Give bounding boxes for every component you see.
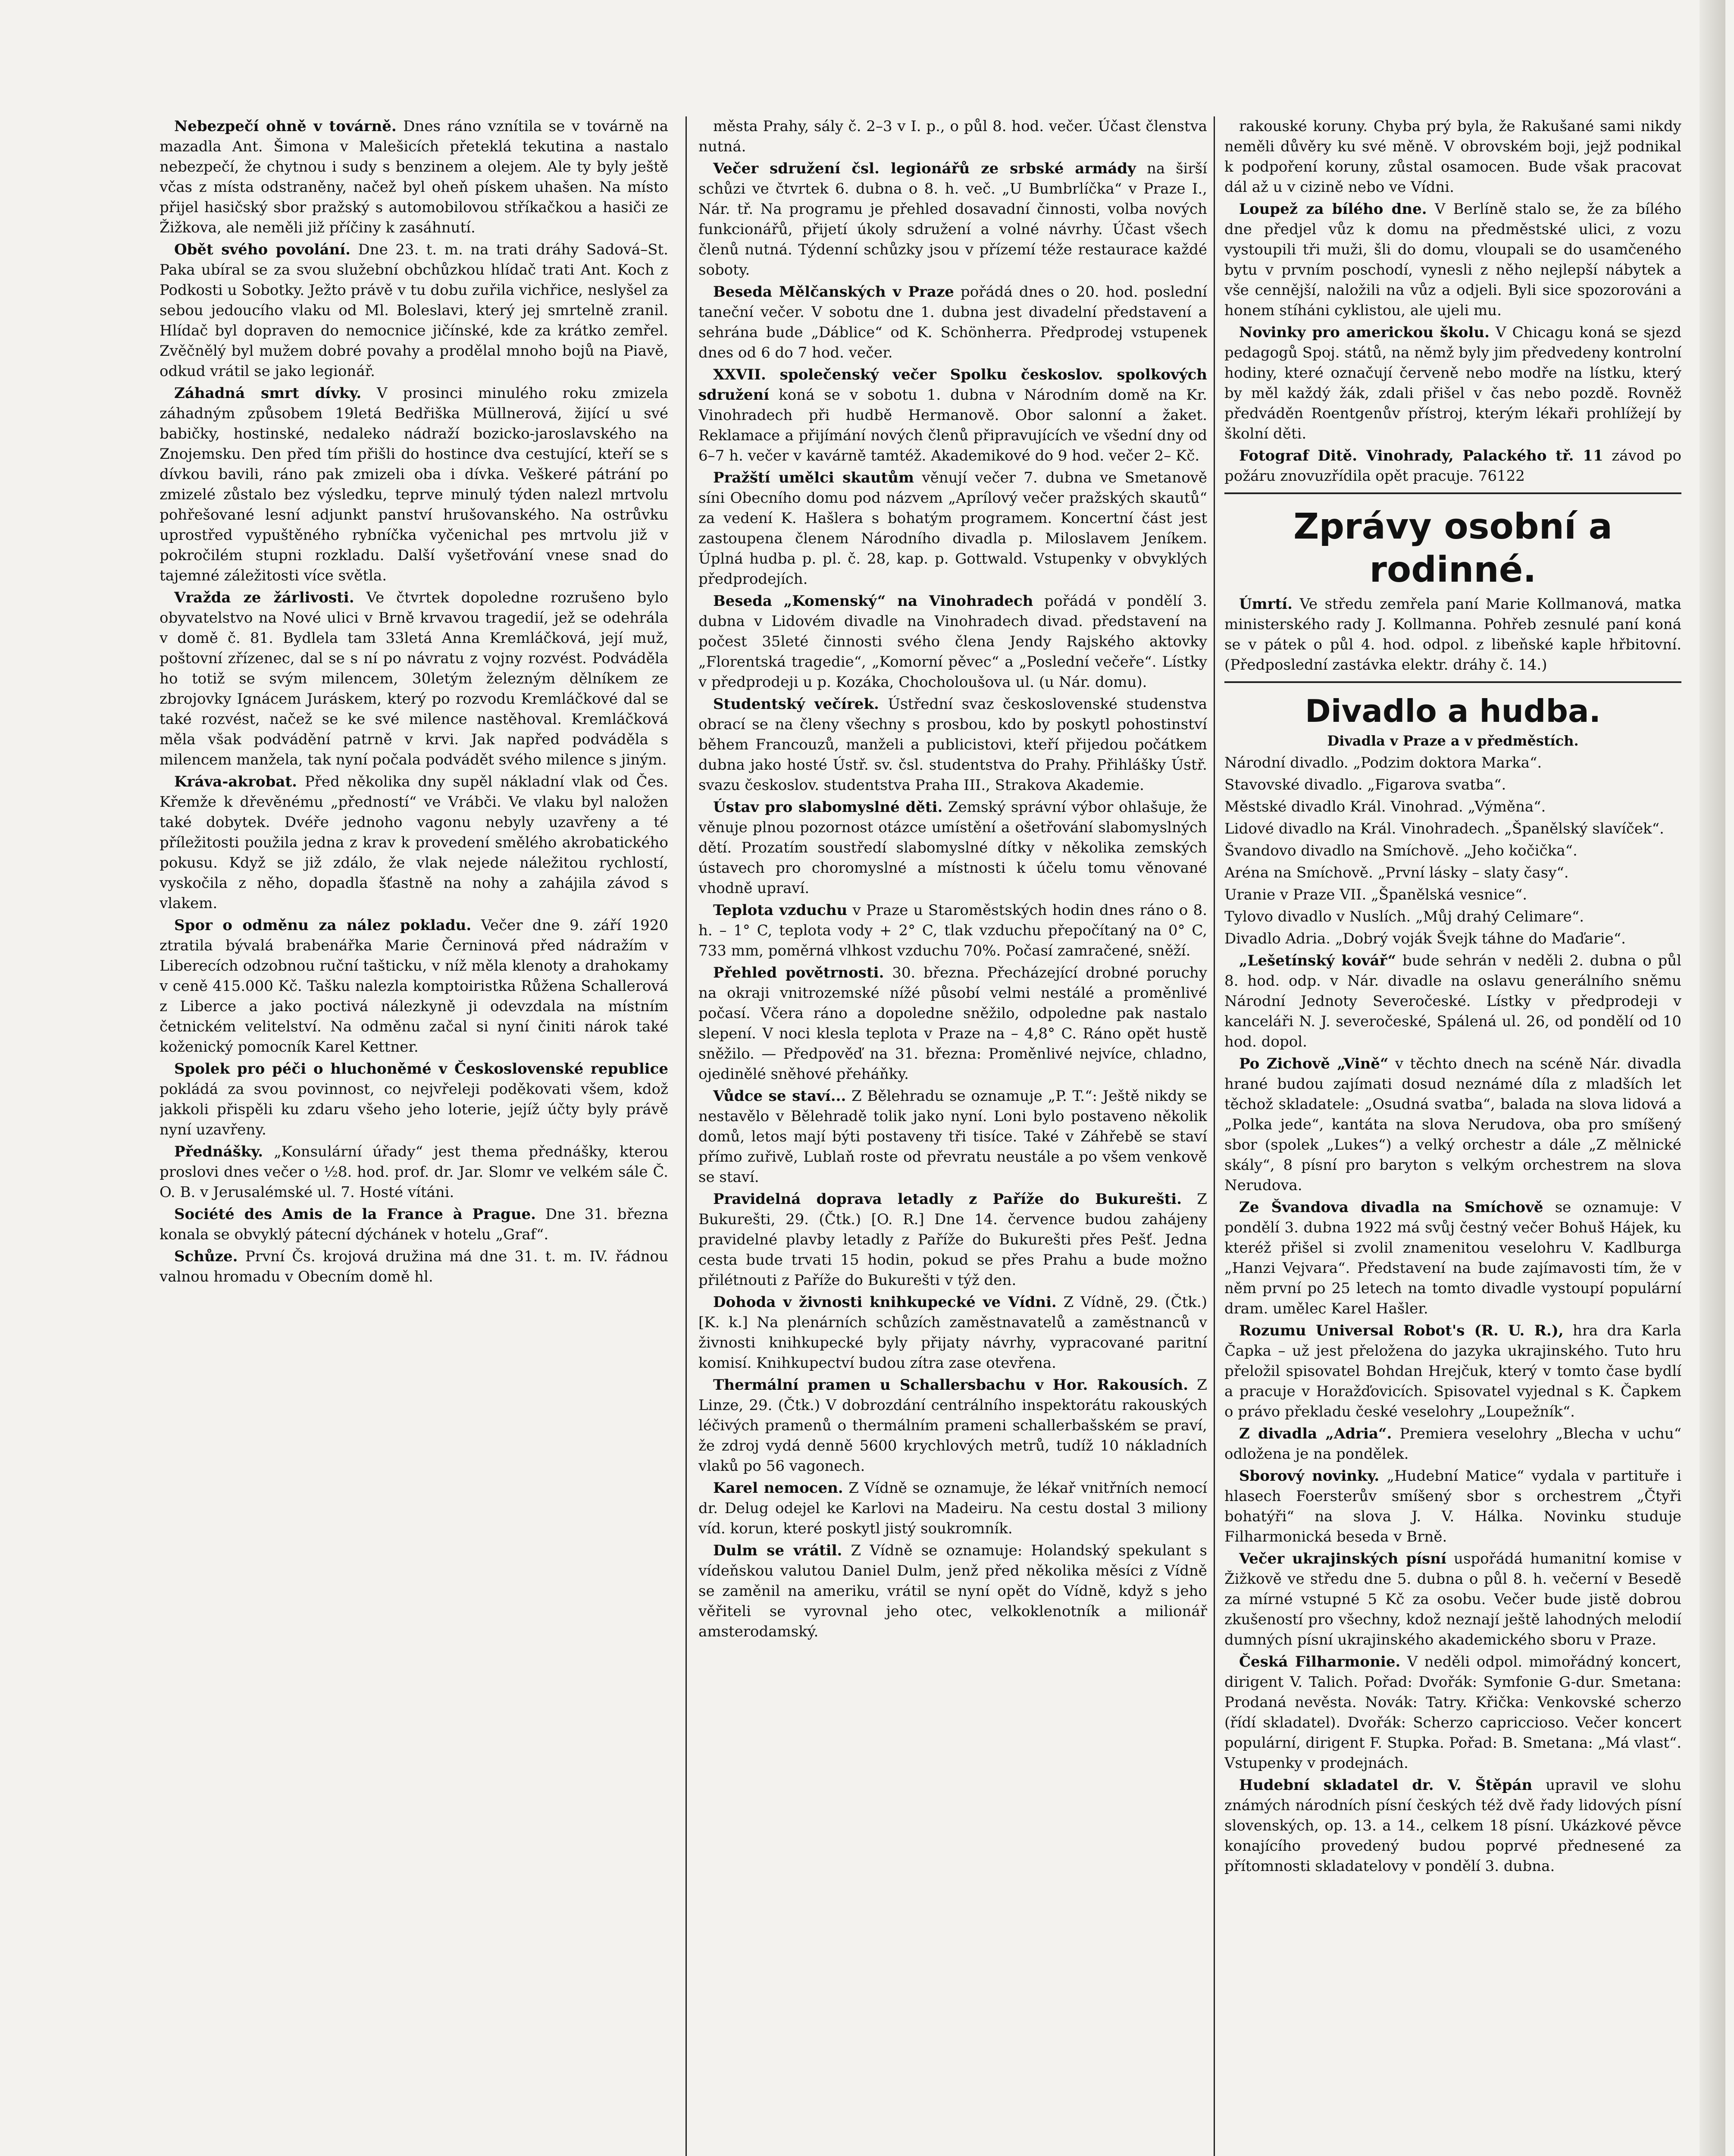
- article: [698, 282, 1207, 363]
- article: [1224, 594, 1681, 675]
- article: [698, 1189, 1207, 1291]
- article-heading: Česká Filharmonie.: [1239, 1653, 1401, 1670]
- article: [1224, 1775, 1681, 1877]
- article-text: V Chicagu koná se sjezd pedagogů Spoj. států, na němž byly jim předvedeny kontrolní hodiny, které označují červeně nebo modře na lístku, který by měl každý žák, zdali přišel v čas nebo pozdě. Rovněž předváděn Roentgenův přístroj, kterým lékaři prohlížejí by školní děti.: [1224, 324, 1681, 442]
- article-text: První Čs. krojová družina má dne 31. t. m. IV. řádnou valnou hromadu v Obecním domě hl.: [160, 1248, 668, 1285]
- section-divider: [1224, 492, 1681, 494]
- article-text: Dne 23. t. m. na trati dráhy Sadová–St. Paka ubíral se za svou služební obchůzkou hlídač trati Ant. Koch z Podkosti u Sobotky. Ježto právě v tu dobu zuřila vichřice, neslyšel za sebou jedoucího vlaku od Ml. Boleslavi, který jej smrtelně zranil. Hlídač byl dopraven do nemocnice jičínské, kde za krátko zemřel. Zvěčnělý byl mužem dobré povahy a prodělal mnoho bojů na Piavě, odkud vrátil se jako legionář.: [160, 241, 668, 380]
- article-heading: Beseda Mělčanských v Praze: [713, 283, 954, 301]
- article-text: „Hudební Matice“ vydala v partituře i hlasech Foersterův smíšený sbor s orchestrem „Čtyři bohatýři“ na slova J. V. Hálka. Novinku studuje Filharmonická beseda v Brně.: [1224, 1467, 1681, 1545]
- article: [698, 1541, 1207, 1642]
- article: [160, 1142, 668, 1203]
- article-heading: Dulm se vrátil.: [713, 1542, 842, 1559]
- column-rule: [1214, 116, 1215, 2156]
- article: [698, 116, 1207, 157]
- article-text: koná se v sobotu 1. dubna v Národním domě na Kr. Vinohradech při hudbě Hermanově. Obor salonní a žaket. Reklamace a přijímání nových členů připravujících ve všední dny od 6–7 h. večer v kavárně tamtéž. Akademikové do 9 hod. večer 2– Kč.: [698, 386, 1207, 464]
- newspaper-page: [26, 116, 1694, 2156]
- article-text: Z Linze, 29. (Čtk.) V dobrozdání centrálního inspektorátu rakouských léčivých pramenů o thermálním prameni schallerbašském se praví, že zdroj vydá denně 5600 krychlových metrů, tudíž 10 nákladních vlaků po 56 vagonech.: [698, 1376, 1207, 1475]
- section-divider: [1224, 681, 1681, 683]
- article-text: Před několika dny supěl nákladní vlak od Čes. Křemže k dřevěnému „předností“ ve Vrábči. Ve vlaku byl naložen také dobytek. Dvéře jednoho vagonu nebyly uzavřeny a té příležitosti použila jedna z krav k provedení smělého akrobatického pokusu. Když se již zdálo, že vlak nejede náležitou rychlostí, vyskočila z něho, dopadla šťastně na nohy a zahájila závod s vlakem.: [160, 773, 668, 912]
- article-heading: Ústav pro slabomyslné děti.: [713, 799, 943, 816]
- article-heading: Záhadná smrt dívky.: [174, 385, 362, 402]
- article-text: Ústřední svaz československé studenstva obrací se na členy všechny s prosbou, kdo by poskytl pohostinství během Francouzů, manželi a publicistovi, kteří přijedou počátkem dubna jako hosté Ústř. sv. čsl. studentstva do Prahy. Přihlášky Ústř. svazu českoslov. studentstva Praha III., Strakova Akademie.: [698, 696, 1207, 794]
- article: [160, 915, 668, 1057]
- article-heading: Karel nemocen.: [713, 1479, 843, 1497]
- article: [1224, 1549, 1681, 1650]
- article: [698, 1375, 1207, 1476]
- article-text: v Praze u Staroměstských hodin dnes ráno o 8. h. – 1° C, teplota vody + 2° C, tlak vzduchu přepočítaný na 0° C, 733 mm, poměrná vlhkost vzduchu 70%. Počasí zamračené, sněží.: [698, 902, 1207, 959]
- program-listing: Švandovo divadlo na Smíchově. „Jeho kočička“.: [1224, 842, 1578, 859]
- article-heading: Pražští umělci skautům: [713, 469, 914, 486]
- section-heading-personal: Zprávy osobní a rodinné.: [1293, 506, 1612, 590]
- article-heading: Obět svého povolání.: [174, 241, 351, 258]
- article-text: V prosinci minulého roku zmizela záhadným způsobem 19letá Bedřiška Müllnerová, žijící u své babičky, hostinské, nedaleko nádraží bozicko-jaroslavského na Znojemsku. Den před tím přišli do hostince dva cestující, kteří se s dívkou bavili, ráno pak zmizeli oba i dívka. Veškeré pátrání po zmizelé zůstalo bez výsledku, teprve minulý týden nalezl mrtvolu pohřešované lesní adjunkt panství hrušovanského. Na ostrůvku uprostřed vypuštěného rybníčka vyčenichal pes mrtvolu již v pokročilém stupni rozkladu. Další vyšetřování vnese snad do tajemné záležitosti více světla.: [160, 385, 668, 584]
- article-heading: Pravidelná doprava letadly z Paříže do Bukurešti.: [713, 1191, 1182, 1208]
- article-text: Z Vídně se oznamuje, že lékař vnitřních nemocí dr. Delug odejel ke Karlovi na Madeiru. Na cestu dostal 3 miliony víd. korun, které poskytl jistý soukromník.: [698, 1479, 1207, 1537]
- article: [1224, 1652, 1681, 1774]
- column-2: [698, 116, 1207, 2156]
- article: [160, 1247, 668, 1287]
- article-heading: Přehled povětrnosti.: [713, 964, 884, 981]
- article-heading: XXVII. společenský večer Spolku českoslov. spolkových sdružení: [698, 366, 1207, 404]
- program-listing: Tylovo divadlo v Nuslích. „Můj drahý Celimare“.: [1224, 908, 1584, 925]
- article-text: se oznamuje: V pondělí 3. dubna 1922 má svůj čestný večer Bohuš Hájek, ku kteréž přišel si zvolil znamenitou veselohru V. Kadlburga „Hanzi Vejvara“. Představení na bude zajímavosti tím, že v něm první po 25 letech na tomto divadle vystoupí populární dram. umělec Karel Hašler.: [1224, 1199, 1681, 1317]
- article-text: pokládá za svou povinnost, co nejvřeleji poděkovati všem, kdož jakkoli přispěli ku zdaru všeho jeho loterie, jejíž účty byly právě nyní uzavřeny.: [160, 1081, 668, 1138]
- article-heading: Večer ukrajinských písní: [1239, 1550, 1446, 1567]
- article: [698, 694, 1207, 796]
- article-heading: Studentský večírek.: [713, 696, 879, 713]
- section-subheading: Divadla v Praze a v předměstích.: [1327, 733, 1579, 749]
- article-heading: Beseda „Komenský“ na Vinohradech: [713, 592, 1033, 610]
- article: [160, 772, 668, 914]
- article: [698, 468, 1207, 589]
- article-text: Z Vídně se oznamuje: Holandský spekulant s vídeňskou valutou Daniel Dulm, jenž před několika měsíci z Vídně se zaměnil na ameriku, vrátil se nyní opět do Vídně, když s jeho věřiteli se vyrovnal jeho otec, velkoklenotník a milionář amsterodamský.: [698, 1542, 1207, 1640]
- article: [160, 1059, 668, 1140]
- article-heading: Sborový novinky.: [1239, 1467, 1380, 1485]
- article-text: hra dra Karla Čapka – už jest přeložena do jazyka ukrajinského. Tuto hru přeložil spisovatel Bohdan Hrejčuk, který v tomto čase bydlí a pracuje v Horažďovicích. Spisovatel vyjednal s K. Čapkem o právo překladu české veselohry „Loupežník“.: [1224, 1322, 1681, 1420]
- article: [160, 588, 668, 770]
- article-heading: Novinky pro americkou školu.: [1239, 324, 1490, 341]
- program-listing: Aréna na Smíchově. „První lásky – slaty časy“.: [1224, 864, 1569, 881]
- article-text: Dne 31. března konala se obvyklý pátecní dýchánek v hotelu „Graf“.: [160, 1206, 668, 1243]
- section-heading-theatre: Divadlo a hudba.: [1305, 693, 1601, 729]
- article: [1224, 1054, 1681, 1196]
- article-heading: Kráva-akrobat.: [174, 773, 297, 790]
- article-text: na širší schůzi ve čtvrtek 6. dubna o 8. h. več. „U Bumbrlíčka“ v Praze I., Nár. tř. Na programu je přehled dosavadní činnosti, volba nových funkcionářů, přijetí úkoly sdružení a volné návrhy. Účast všech členů nutná. Týdenní schůzky jsou v přízemí téže restaurace každé soboty.: [698, 160, 1207, 279]
- article-text: Ve středu zemřela paní Marie Kollmanová, matka ministerského rady J. Kollmanna. Pohřeb zesnulé paní koná se v pátek o půl 4. hod. odpol. z libeňské kaple hřbitovní. (Předposlední zastávka elektr. dráhy č. 14.): [1224, 595, 1681, 674]
- program-listing: Lidové divadlo na Král. Vinohradech. „Španělský slavíček“.: [1224, 820, 1664, 837]
- article-heading: Schůze.: [174, 1248, 238, 1265]
- article-text: pořádá dnes o 20. hod. poslední taneční večer. V sobotu dne 1. dubna jest divadelní představení a sehrána bude „Dáblice“ od K. Schönherra. Předprodej vstupenek dnes od 6 do 7 hod. večer.: [698, 283, 1207, 361]
- article: [1224, 446, 1681, 486]
- article-heading: Úmrtí.: [1239, 595, 1293, 613]
- article-heading: Večer sdružení čsl. legionářů ze srbské armády: [713, 160, 1136, 177]
- column-3: [1224, 116, 1681, 2156]
- article: [698, 591, 1207, 693]
- program-listing: Divadlo Adria. „Dobrý voják Švejk táhne do Maďarie“.: [1224, 930, 1626, 947]
- article-text: Z Vídně, 29. (Čtk.) [K. k.] Na plenárních schůzích zaměstnavatelů a zaměstnanců v živnosti knihkupecké byly přijaty návrhy, vypracované paritní komisí. Knihkupectví budou zítra zase otevřena.: [698, 1294, 1207, 1372]
- article-text: v těchto dnech na scéně Nár. divadla hrané budou zajímati dosud neznámé díla z mladších let těchož skladatele: „Osudná svatba“, balada na slova lidová a „Polka jede“, kantáta na slova Nerudova, oba pro smíšený sbor (spolek „Lukes“) a velký orchestr a dále „Z mělnické skály“, 8 písní pro baryton s velkým orchestrem na slova Nerudova.: [1224, 1055, 1681, 1194]
- article-text: V neděli odpol. mimořádný koncert, dirigent V. Talich. Pořad: Dvořák: Symfonie G-dur. Smetana: Prodaná nevěsta. Novák: Tatry. Křička: Venkovské scherzo (řídí skladatel). Dvořák: Scherzo capriccioso. Večer koncert populární, dirigent F. Stupka. Pořad: B. Smetana: „Má vlast“. Vstupenky v prodejnách.: [1224, 1653, 1681, 1772]
- article-heading: Vražda ze žárlivosti.: [174, 589, 354, 606]
- article: [1224, 199, 1681, 321]
- article: [1224, 1321, 1681, 1422]
- article-heading: Teplota vzduchu: [713, 902, 848, 919]
- article-text: „Konsulární úřady“ jest thema přednášky, kterou proslovi dnes večer o ½8. hod. prof. dr. Jar. Slomr ve velkém sále Č. O. B. v Jerusalémské ul. 7. Hosté vítáni.: [160, 1143, 668, 1201]
- article-text: věnují večer 7. dubna ve Smetanově síni Obecního domu pod názvem „Aprílový večer pražských skautů“ za vedení K. Hašlera s bohatým programem. Koncertní část jest zastoupena členem Národního divadla p. Miloslavem Jeníkem. Úplná hudba p. pl. č. 28, kap. p. Gottwald. Vstupenky v obvyklých předprodejích.: [698, 469, 1207, 588]
- article: [160, 383, 668, 586]
- article: [1224, 323, 1681, 444]
- article-heading: Thermální pramen u Schallersbachu v Hor. Rakousích.: [713, 1376, 1189, 1394]
- article-heading: Loupež za bílého dne.: [1239, 201, 1427, 218]
- article: [1224, 116, 1681, 197]
- article: [698, 365, 1207, 466]
- article: [1224, 1424, 1681, 1464]
- article-text: Z Bukurešti, 29. (Čtk.) [O. R.] Dne 14. července budou zahájeny pravidelné plavby letadly z Paříže do Bukurešti přes Pešť. Jedna cesta bude trvati 15 hodin, pokud se přes Prahu a bude možno přilétnouti z Paříže do Bukurešti v týž den.: [698, 1191, 1207, 1289]
- article: [160, 116, 668, 238]
- article-text: Zemský správní výbor ohlašuje, že věnuje plnou pozornost otázce umístění a ošetřování slabomyslných dětí. Prozatím soustředí slabomyslné dítky v několika zemských ústavech pro choromyslné a místnosti k účelu tomu věnované vhodně upraví.: [698, 799, 1207, 897]
- article-heading: Spor o odměnu za nález pokladu.: [174, 917, 472, 934]
- article-text: 30. března. Přecházející drobné poruchy na okraji vnitrozemské nížé působí velmi nestálé a proměnlivé počasí. Včera ráno a dopoledne sněžilo, odpoledne pak nastalo slepení. V noci klesla teplota v Praze na – 4,8° C. Ráno opět hustě sněžilo. — Předpověď na 31. března: Proměnlivé nejvíce, chladno, ojedinělé sněhové přeháňky.: [698, 964, 1207, 1083]
- article-text: V Berlíně stalo se, že za bílého dne předjel vůz k domu na předměstské ulici, z vozu vystoupili tři muži, šli do domu, vloupali se do usamčeného bytu v prvním poschodí, vynesli z něho nejlepší nábytek a vše cennější, naložili na vůz a odjeli. Byli sice spozorováni a honem stíháni cyklistou, ale ujeli mu.: [1224, 201, 1681, 319]
- article-text: pořádá v pondělí 3. dubna v Lidovém divadle na Vinohradech divad. představení na počest 35leté činnosti svého člena Jendy Rajského aktovky „Florentská tragedie“, „Komorní pěvec“ a „Poslední večeře“. Lístky v předprodeji u p. Kozáka, Chocholoušova ul. (u Nár. domu).: [698, 592, 1207, 691]
- article-heading: Přednášky.: [174, 1143, 263, 1160]
- article-heading: Fotograf Ditě. Vinohrady, Palackého tř. 11: [1239, 447, 1603, 464]
- article-text: Dnes ráno vznítila se v továrně na mazadla Ant. Šimona v Malešicích přeteklá tekutina a nastalo nebezpečí, že chytnou i sudy s benzinem a olejem. Ale ty byly ještě včas z místa odstraněny, načež byl oheň pískem uhašen. Na místo přijel hasičský sbor pražský s automobilovou stříkačkou a hasiči ze Žižkova, ale neměli již příčiny k zasáhnutí.: [160, 118, 668, 236]
- program-listing: Městské divadlo Král. Vinohrad. „Výměna“.: [1224, 798, 1546, 815]
- article: [160, 240, 668, 382]
- article-heading: Vůdce se staví...: [713, 1087, 846, 1105]
- article-heading: Po Zichově „Vině“: [1239, 1055, 1389, 1072]
- article-heading: Société des Amis de la France à Prague.: [174, 1206, 536, 1223]
- article-heading: „Lešetínský kovář“: [1239, 952, 1396, 969]
- page-edge: [1700, 0, 1725, 2156]
- article: [160, 1204, 668, 1245]
- program-listing: Národní divadlo. „Podzim doktora Marka“.: [1224, 754, 1542, 771]
- article-text: upravil ve slohu známých národních písní českých též dvě řady lidových písní slovenských, op. 13. a 14., celkem 18 písní. Ukázkové pěvce konajícího provedený budou poprvé přednesené za přítomnosti skladatelovy v pondělí 3. dubna.: [1224, 1777, 1681, 1875]
- article-heading: Rozumu Universal Robot's (R. U. R.),: [1239, 1322, 1564, 1339]
- article-heading: Ze Švandova divadla na Smíchově: [1239, 1199, 1543, 1216]
- article: [698, 900, 1207, 961]
- article-heading: Nebezpečí ohně v továrně.: [174, 118, 397, 135]
- article-text: závod po požáru znovuzřídila opět pracuje. 76122: [1224, 447, 1681, 485]
- article-text: města Prahy, sály č. 2–3 v I. p., o půl 8. hod. večer. Účast členstva nutná.: [698, 118, 1207, 155]
- article-heading: Spolek pro péči o hluchoněmé v Československé republice: [174, 1060, 668, 1078]
- article-text: rakouské koruny. Chyba prý byla, že Rakušané sami nikdy neměli důvěry ku své měně. V obrovském boji, jejž podnikal k podpoření koruny, zůstal osamocen. Bude však pracovat dál až u v cizině nebo ve Vídni.: [1224, 118, 1681, 196]
- article: [698, 963, 1207, 1084]
- article-heading: Dohoda v živnosti knihkupecké ve Vídni.: [713, 1294, 1057, 1311]
- article: [698, 1086, 1207, 1188]
- article: [1224, 1466, 1681, 1547]
- article: [698, 159, 1207, 280]
- article: [698, 1478, 1207, 1539]
- column-rule: [685, 116, 687, 2156]
- article-heading: Hudební skladatel dr. V. Štěpán: [1239, 1777, 1533, 1794]
- article: [698, 797, 1207, 899]
- article: [1224, 951, 1681, 1052]
- article-text: Z Bělehradu se oznamuje „P. T.“: Ještě nikdy se nestavělo v Bělehradě tolik jako nyní. Loni bylo postaveno několik domů, letos mají býti postaveny tři tisíce. Také v Záhřebě se staví přímo zuřivě, Lublaň roste od převratu neustále a po všem venkově se staví.: [698, 1087, 1207, 1186]
- article-text: Ve čtvrtek dopoledne rozrušeno bylo obyvatelstvo na Nové ulici v Brně krvavou tragedií, jež se odehrála v domě č. 81. Bydlela tam 33letá Anna Kremláčková, její muž, poštovní zřízenec, dal se s ní po návratu z vojny rozvést. Podváděla ho totiž se svým milencem, 30letým železným dělníkem ze zbrojovky Ignácem Juráskem, který po rozvodu Kremláčkové dal se také rozvést, načež se ke své milence nastěhoval. Kremláčková měla však podvádění patrně v krvi. Jak napřed podváděla s milencem manžela, tak nyní počala podvádět svého milence s jiným.: [160, 589, 668, 768]
- article: [698, 1292, 1207, 1373]
- article-text: Premiera veselohry „Blecha v uchu“ odložena je na pondělek.: [1224, 1425, 1681, 1463]
- article-text: Večer dne 9. září 1920 ztratila bývalá brabenářka Marie Černinová před nádražím v Liberecích odzobnou ruční tašticku, v níž měla klenoty a drahokamy v ceně 415.000 Kč. Tašku nalezla komptoiristka Růžena Schallerová z Liberce a jako poctivá nálezkyně ji odevzdala na místním četnickém velitelství. Na odměnu začal si nyní činiti nárok také koženický pomocník Karel Kettner.: [160, 917, 668, 1056]
- column-1: [160, 116, 668, 2156]
- article: [1224, 1197, 1681, 1319]
- program-listing: Uranie v Praze VII. „Španělská vesnice“.: [1224, 886, 1527, 903]
- article-heading: Z divadla „Adria“.: [1239, 1425, 1392, 1442]
- article-text: bude sehrán v neděli 2. dubna o půl 8. hod. odp. v Nár. divadle na oslavu generálního sněmu Národní Jednoty Severočeské. Lístky v předprodeji v kanceláři N. J. severočeské, Spálená ul. 26, od pondělí od 10 hod. dopol.: [1224, 952, 1681, 1050]
- article-text: uspořádá humanitní komise v Žižkově ve středu dne 5. dubna o půl 8. h. večerní v Besedě za mírné vstupné 5 Kč za osobu. Večer bude jistě dobrou zkušeností pro všechny, kdož neznají ještě lahodných melodií dumných písní ukrajinského akademického sboru v Praze.: [1224, 1550, 1681, 1648]
- program-listing: Stavovské divadlo. „Figarova svatba“.: [1224, 776, 1506, 793]
